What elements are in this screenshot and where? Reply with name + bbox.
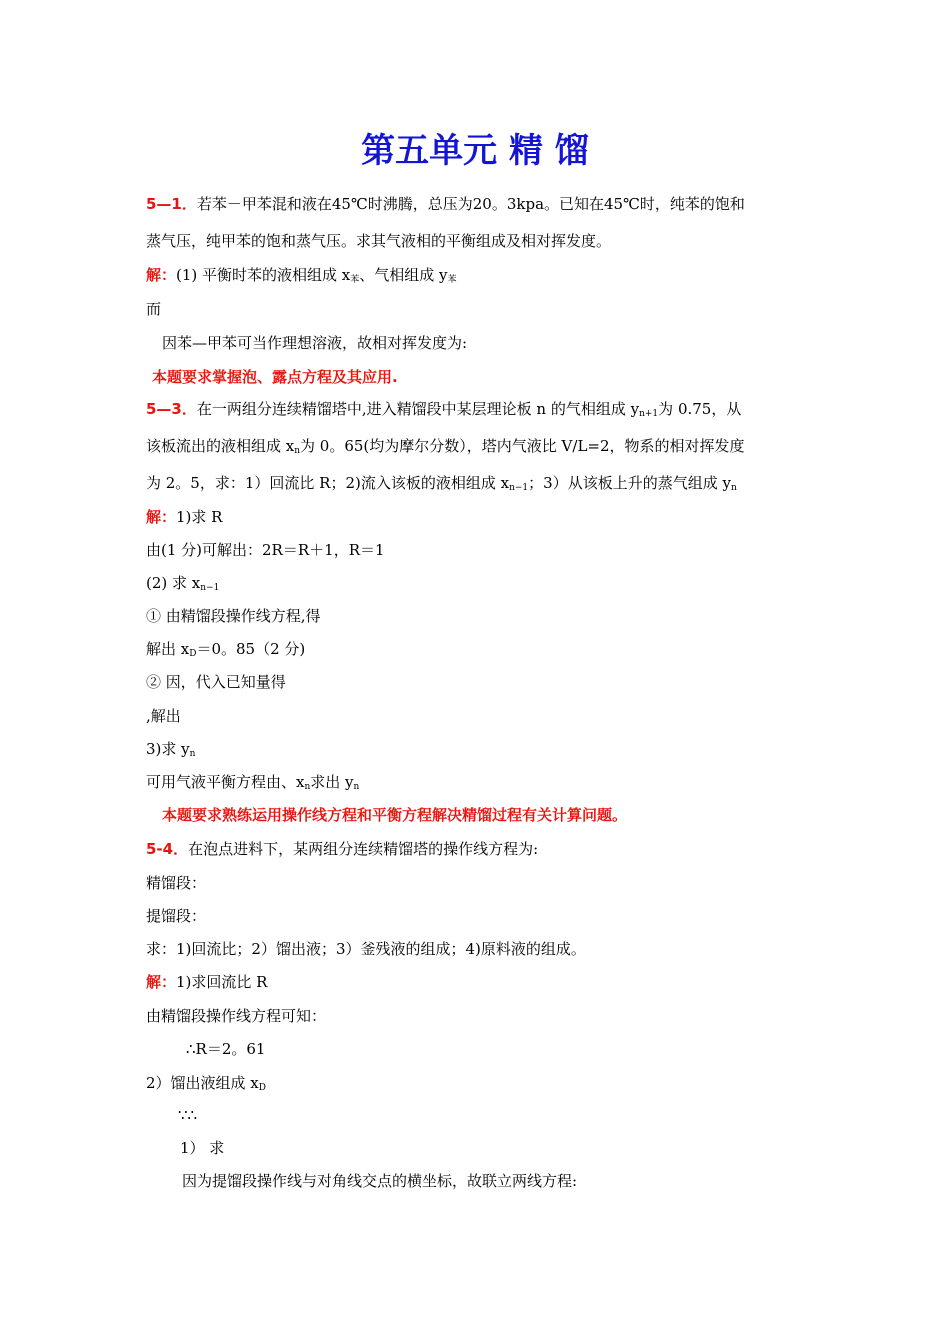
solution-text: 解出 x [146,640,190,658]
problem-5-4-solution-line [146,972,267,992]
problem-5-1-number: 5—1． [146,195,197,213]
solution-step: 因为提馏段操作线与对角线交点的横坐标，故联立两线方程: [182,1172,578,1190]
problem-text: 在一两组分连续精馏塔中,进入精馏段中某层理论板 n 的气相组成 y [196,400,640,418]
solution-text: 3)求 y [146,740,190,758]
subscript: n−1 [509,483,529,493]
problem-text: 为 2。5，求：1）回流比 R；2)流入该板的液相组成 x [146,474,510,492]
solution-step: ∴R＝2。61 [186,1040,266,1058]
solution-step: ,解出 [146,707,181,725]
solution-label: 解： [146,266,177,284]
problem-5-3-number: 5—3． [146,400,197,418]
solution-step [146,639,305,664]
solution-step: ② 因，代入已知量得 [146,673,286,691]
solution-step [146,1073,266,1098]
subscript: n [730,483,737,493]
problem-5-1-text-1: 若苯－甲苯混和液在45℃时沸腾，总压为20。3kpa。已知在45℃时，纯苯的饱和 [196,195,745,213]
solution-text: (1) 平衡时苯的液相组成 x [176,266,351,284]
subscript: 苯 [447,275,457,285]
subscript: n−1 [200,583,220,593]
solution-step [146,772,359,797]
problem-5-1-text-2: 蒸气压，纯甲苯的饱和蒸气压。求其气液相的平衡组成及相对挥发度。 [146,232,612,250]
subscript: n+1 [639,409,659,419]
solution-step: 1） 求 [180,1139,225,1157]
subscript: D [258,1083,266,1093]
page-title: 第五单元 精 馏 [361,131,589,171]
problem-text: 在泡点进料下，某两组分连续精馏塔的操作线方程为: [188,840,539,858]
subscript: n [353,782,360,792]
subscript: 苯 [350,275,360,285]
problem-5-3-line-3 [146,473,737,498]
problem-text: 为 0.75，从 [658,400,742,418]
solution-text: 1)求回流比 R [176,973,268,991]
problem-5-4-rectifying: 精馏段： [146,874,207,892]
solution-step: 由精馏段操作线方程可知： [146,1007,327,1025]
solution-label: 解： [146,508,177,526]
solution-text: ＝0。85（2 分) [196,640,306,658]
problem-text: 为 0。65(均为摩尔分数），塔内气液比 V/L=2，物系的相对挥发度 [300,437,745,455]
solution-step [146,573,219,598]
solution-text: 2）馏出液组成 x [146,1074,259,1092]
solution-step: 由(1 分)可解出：2R＝R＋1，R＝1 [146,541,385,559]
subscript: n [189,749,196,759]
solution-text: 可用气液平衡方程由、x [146,773,305,791]
problem-text: ；3）从该板上升的蒸气组成 y [528,474,731,492]
problem-5-1-volatility: 因苯—甲苯可当作理想溶液，故相对挥发度为: [162,334,468,352]
solution-text: (2) 求 x [146,574,201,592]
problem-5-1-note: 本题要求掌握泡、露点方程及其应用. [152,368,398,386]
problem-text: 该板流出的液相组成 x [146,437,295,455]
solution-text: 1)求 R [176,508,223,526]
subscript: n [294,446,301,456]
problem-5-3-line-1 [146,399,741,424]
solution-text: 、气相组成 y [359,266,448,284]
problem-5-1-line-1 [146,194,745,214]
problem-5-1-solution-line [146,265,457,290]
solution-label: 解： [146,973,177,991]
problem-5-3-note: 本题要求熟练运用操作线方程和平衡方程解决精馏过程有关计算问题。 [162,806,628,824]
problem-5-1-er: 而 [146,300,162,318]
problem-5-4-stripping: 提馏段： [146,907,207,925]
problem-5-4-line-1 [146,839,538,859]
problem-5-3-solution-line [146,507,222,527]
problem-5-4-number: 5-4． [146,840,189,858]
solution-text: 求出 y [310,773,354,791]
solution-step: ∵∴ [178,1106,198,1124]
solution-step [146,739,195,764]
problem-5-3-line-2 [146,436,745,461]
subscript: n [304,782,311,792]
subscript: D [189,649,197,659]
problem-5-4-question: 求：1)回流比；2）馏出液；3）釜残液的组成；4)原料液的组成。 [146,940,586,958]
solution-step: ① 由精馏段操作线方程,得 [146,607,321,625]
